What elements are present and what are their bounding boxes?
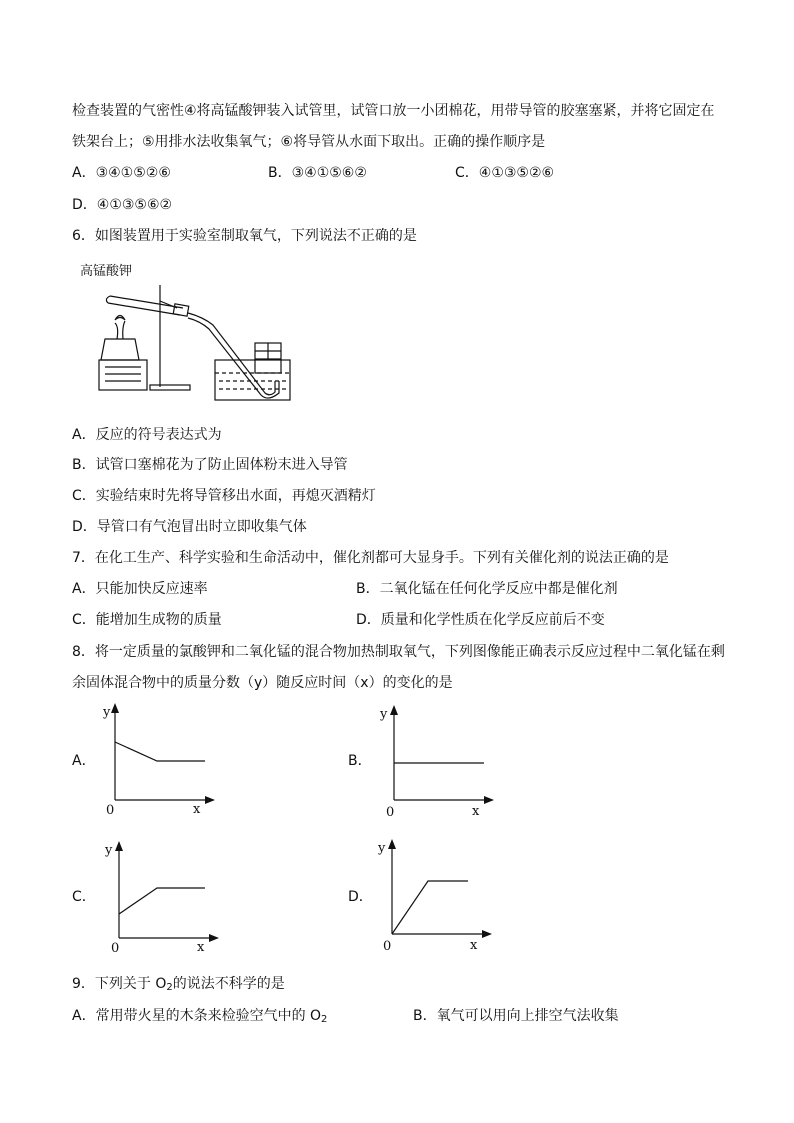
q6-option-d[interactable]: D．导管口有气泡冒出时立即收集气体 (72, 519, 307, 535)
q5-option-d[interactable]: D．④①③⑤⑥② (72, 197, 173, 213)
q6-option-a[interactable]: A．反应的符号表达式为 (72, 427, 222, 443)
q9-option-a-subscript: 2 (321, 1014, 328, 1025)
q8-d-y-label: y (378, 841, 386, 856)
x-axis-arrow (205, 796, 215, 804)
q8-stem-line1: 8．将一定质量的氯酸钾和二氧化锰的混合物加热制取氧气，下列图像能正确表示反应过程中二氧化锰在剩 (72, 644, 725, 660)
q8-stem-line2: 余固体混合物中的质量分数（y）随反应时间（x）的变化的是 (72, 675, 453, 691)
curve (115, 742, 205, 761)
q7-stem: 7．在化工生产、科学实验和生命活动中，催化剂都可大显身手。下列有关催化剂的说法正确的是 (72, 550, 669, 566)
q7-option-d[interactable]: D．质量和化学性质在化学反应前后不变 (356, 612, 605, 628)
q6-stem: 6．如图装置用于实验室制取氧气，下列说法不正确的是 (72, 228, 417, 244)
q8-option-b-label[interactable]: B． (348, 753, 372, 769)
q5-option-c[interactable]: C．④①③⑤②⑥ (455, 165, 555, 181)
q9-option-a[interactable] (72, 1007, 327, 1029)
y-axis-arrow (111, 703, 119, 713)
q8-c-origin: 0 (111, 941, 120, 956)
q9-stem-after: 的说法不科学的是 (172, 976, 285, 992)
q9-option-a-text: A．常用带火星的木条来检验空气中的 O (72, 1008, 322, 1024)
q8-d-x-label: x (470, 938, 478, 953)
apparatus-label: 高锰酸钾 (80, 264, 133, 279)
q7-option-c[interactable]: C．能增加生成物的质量 (72, 612, 222, 628)
q8-option-d-label[interactable]: D． (348, 889, 373, 905)
q9-option-b[interactable]: B．氧气可以用向上排空气法收集 (413, 1008, 619, 1024)
q8-option-c-label[interactable]: C． (72, 889, 96, 905)
q5-option-b[interactable]: B．③④①⑤⑥② (268, 165, 367, 181)
q8-a-x-label: x (193, 802, 201, 817)
q8-d-origin: 0 (383, 939, 392, 954)
q8-a-origin: 0 (106, 803, 115, 818)
q5-stem-line1: 检查装置的气密性④将高锰酸钾装入试管里，试管口放一小团棉花，用带导管的胶塞塞紧，并将它固定在 (72, 103, 715, 119)
q9-stem-subscript: 2 (166, 982, 173, 993)
q8-c-y-label: y (105, 843, 113, 858)
q8-a-y-label: y (103, 705, 111, 720)
q8-b-x-label: x (472, 804, 480, 819)
q5-stem-line2: 铁架台上；⑤用排水法收集氧气；⑥将导管从水面下取出。正确的操作顺序是 (72, 134, 546, 150)
q5-option-a[interactable]: A．③④①⑤②⑥ (72, 165, 171, 181)
q8-b-origin: 0 (386, 805, 395, 820)
q6-option-b[interactable]: B．试管口塞棉花为了防止固体粉末进入导管 (72, 457, 348, 473)
q9-stem-before: 9．下列关于 O (72, 976, 167, 992)
q9-stem (72, 975, 285, 997)
q7-option-a[interactable]: A．只能加快反应速率 (72, 581, 208, 597)
q7-option-b[interactable]: B．二氧化锰在任何化学反应中都是催化剂 (356, 581, 618, 597)
q8-c-x-label: x (197, 940, 205, 955)
q8-b-y-label: y (380, 707, 388, 722)
q8-option-a-label[interactable]: A． (72, 753, 96, 769)
q6-option-c[interactable]: C．实验结束时先将导管移出水面，再熄灭酒精灯 (72, 488, 376, 504)
oxygen-apparatus-figure (95, 275, 305, 405)
